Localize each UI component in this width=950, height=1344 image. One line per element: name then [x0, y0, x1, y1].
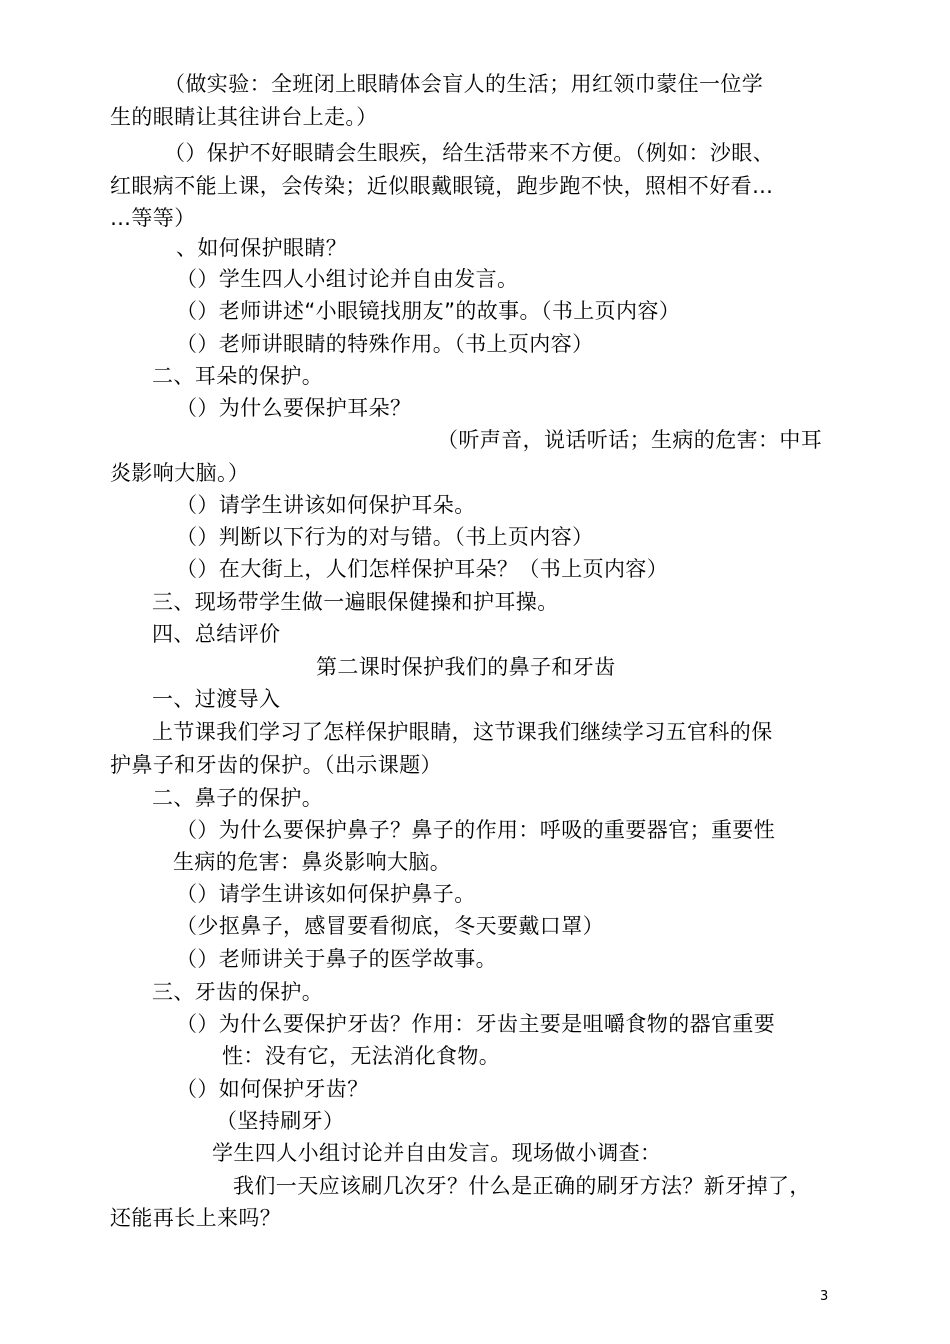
- text-line: （听声音，说话听话；生病的危害：中耳: [437, 428, 823, 452]
- text-line: （）为什么要保护牙齿？作用：牙齿主要是咀嚼食物的器官重要: [176, 1012, 776, 1036]
- text-line: （）学生四人小组讨论并自由发言。: [176, 267, 519, 291]
- text-line: 护鼻子和牙齿的保护。（出示课题）: [110, 753, 442, 777]
- text-line: （）在大街上，人们怎样保护耳朵？（书上页内容）: [176, 557, 669, 581]
- heading: 三、现场带学生做一遍眼保健操和护耳操。: [152, 590, 559, 614]
- text-line: 红眼病不能上课，会传染；近似眼戴眼镜，跑步跑不快，照相不好看…: [110, 174, 774, 198]
- heading: 二、鼻子的保护。: [152, 786, 324, 810]
- section-title: 第二课时保护我们的鼻子和牙齿: [316, 655, 616, 679]
- heading: 、如何保护眼睛？: [176, 236, 348, 260]
- text-line: （）为什么要保护耳朵？: [176, 396, 412, 420]
- text-line: （）如何保护牙齿？: [176, 1077, 369, 1101]
- text-line: （）请学生讲该如何保护鼻子。: [176, 882, 476, 906]
- text-line: （）为什么要保护鼻子？鼻子的作用：呼吸的重要器官；重要性: [176, 818, 776, 842]
- text-line: （）老师讲述“小眼镜找朋友”的故事。（书上页内容）: [176, 299, 681, 323]
- text-line: （）判断以下行为的对与错。（书上页内容）: [176, 525, 594, 549]
- text-line: （）保护不好眼睛会生眼疾，给生活带来不方便。（例如：沙眼、: [164, 141, 775, 165]
- text-line: （做实验：全班闭上眼睛体会盲人的生活；用红领巾蒙住一位学: [164, 72, 764, 96]
- heading: 二、耳朵的保护。: [152, 364, 324, 388]
- heading: 三、牙齿的保护。: [152, 980, 324, 1004]
- text-line: 学生四人小组讨论并自由发言。现场做小调查：: [212, 1141, 662, 1165]
- text-line: 还能再长上来吗？: [110, 1206, 282, 1230]
- text-line: （少抠鼻子，感冒要看彻底，冬天要戴口罩）: [176, 914, 604, 938]
- text-line: （）老师讲眼睛的特殊作用。（书上页内容）: [176, 332, 594, 356]
- page-number: 3: [820, 1289, 829, 1304]
- heading: 四、总结评价: [152, 622, 281, 646]
- text-line: 生的眼睛让其往讲台上走。）: [110, 105, 378, 129]
- text-line: 我们一天应该刷几次牙？什么是正确的刷牙方法？新牙掉了，: [233, 1174, 811, 1198]
- text-line: （坚持刷牙）: [216, 1109, 345, 1133]
- text-line: 上节课我们学习了怎样保护眼睛，这节课我们继续学习五官科的保: [152, 720, 773, 744]
- text-line: （）老师讲关于鼻子的医学故事。: [176, 947, 497, 971]
- text-line: 生病的危害：鼻炎影响大脑。: [173, 850, 452, 874]
- text-line: 性：没有它，无法消化食物。: [222, 1044, 501, 1068]
- text-line: （）请学生讲该如何保护耳朵。: [176, 493, 476, 517]
- heading: 一、过渡导入: [152, 687, 281, 711]
- text-line: 炎影响大脑。）: [110, 461, 250, 485]
- text-line: …等等）: [110, 206, 196, 230]
